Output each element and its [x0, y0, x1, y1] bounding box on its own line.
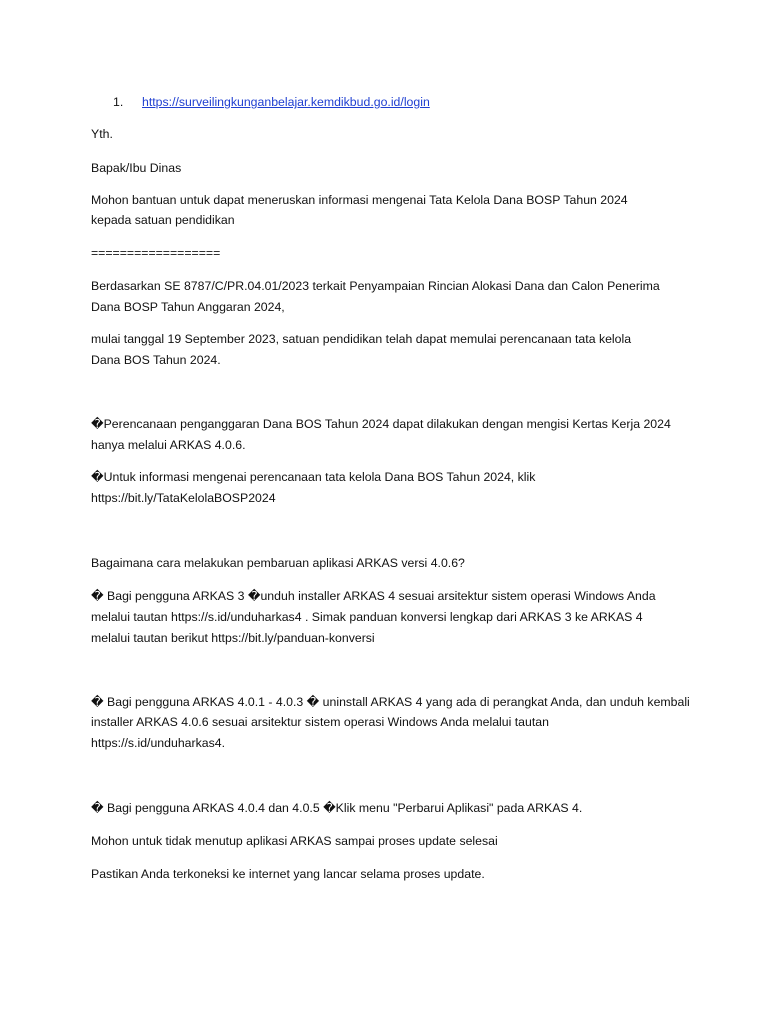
request-line: Mohon bantuan untuk dapat meneruskan informasi mengenai Tata Kelola Dana BOSP Tahun 2024 — [91, 193, 628, 207]
greeting-yth: Yth. — [91, 127, 113, 141]
info-link-text: https://bit.ly/TataKelolaBOSP2024 — [91, 491, 276, 505]
list-number: 1. — [113, 95, 124, 109]
greeting-addressee: Bapak/Ibu Dinas — [91, 161, 182, 175]
basis-line: Berdasarkan SE 8787/C/PR.04.01/2023 terkait Penyampaian Rincian Alokasi Dana dan Calon Penerima — [91, 279, 660, 293]
arkas3-line: melalui tautan https://s.id/unduharkas4 . Simak panduan konversi lengkap dari ARKAS 3 ke ARKAS 4 — [91, 610, 643, 624]
planning-line: �Perencanaan penganggaran Dana BOS Tahun 2024 dapat dilakukan dengan mengisi Kertas Kerja 2024 — [91, 417, 671, 431]
arkas401-line: installer ARKAS 4.0.6 sesuai arsitektur sistem operasi Windows Anda melalui tautan — [91, 715, 549, 729]
request-line: kepada satuan pendidikan — [91, 213, 235, 227]
arkas404-line: � Bagi pengguna ARKAS 4.0.4 dan 4.0.5 �Klik menu "Perbarui Aplikasi" pada ARKAS 4. — [91, 801, 583, 815]
login-link[interactable]: https://surveilingkunganbelajar.kemdikbud.go.id/login — [142, 95, 430, 109]
separator-line: ================== — [91, 246, 221, 260]
notice-line: Mohon untuk tidak menutup aplikasi ARKAS sampai proses update selesai — [91, 834, 498, 848]
start-line: Dana BOS Tahun 2024. — [91, 353, 221, 367]
arkas401-line: https://s.id/unduharkas4. — [91, 736, 225, 750]
notice-line: Pastikan Anda terkoneksi ke internet yang lancar selama proses update. — [91, 867, 485, 881]
planning-line: hanya melalui ARKAS 4.0.6. — [91, 438, 246, 452]
basis-line: Dana BOSP Tahun Anggaran 2024, — [91, 300, 285, 314]
arkas401-line: � Bagi pengguna ARKAS 4.0.1 - 4.0.3 � uninstall ARKAS 4 yang ada di perangkat Anda, dan unduh kembali — [91, 695, 690, 709]
arkas3-line: � Bagi pengguna ARKAS 3 �unduh installer ARKAS 4 sesuai arsitektur sistem operasi Windows Anda — [91, 589, 656, 603]
arkas3-line: melalui tautan berikut https://bit.ly/panduan-konversi — [91, 631, 375, 645]
info-line: �Untuk informasi mengenai perencanaan tata kelola Dana BOS Tahun 2024, klik — [91, 470, 536, 484]
start-line: mulai tanggal 19 September 2023, satuan pendidikan telah dapat memulai perencanaan tata kelola — [91, 332, 632, 346]
question-line: Bagaimana cara melakukan pembaruan aplikasi ARKAS versi 4.0.6? — [91, 556, 465, 570]
